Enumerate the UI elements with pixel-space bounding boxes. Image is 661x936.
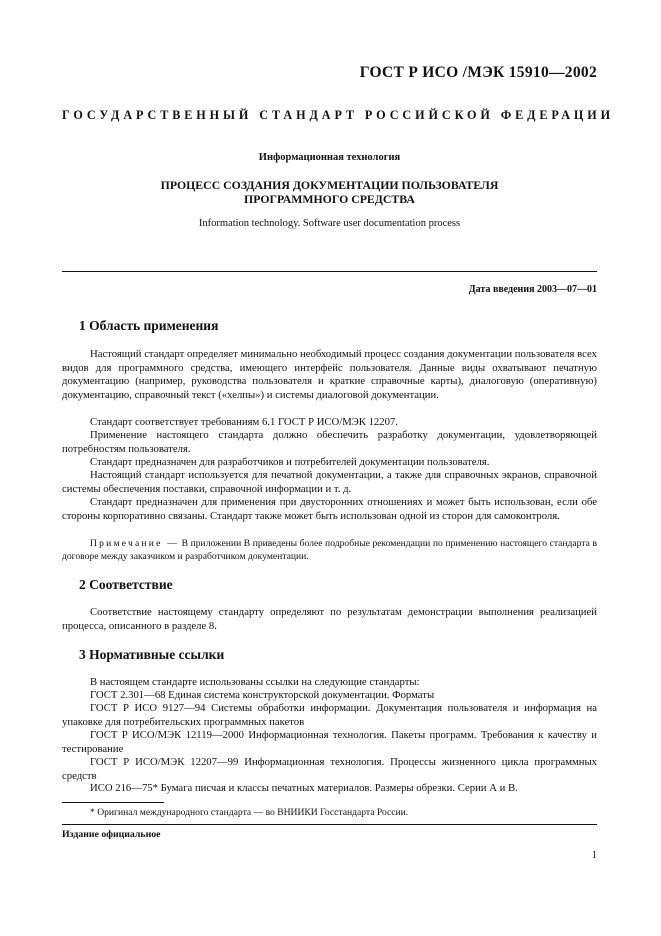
standard-subject: Информационная технология (258, 152, 401, 163)
section-3-paragraph: В настоящем стандарте использованы ссылки на следующие стандарты: (90, 676, 420, 688)
reference-entry: ГОСТ 2.301—68 Единая система конструкторской документации. Форматы (90, 689, 435, 701)
footer-divider (62, 824, 597, 825)
section-2-paragraph: Соответствие настоящему стандарту определяют по результатам демонстрации выполнения реализацией процесса, описанного в разделе 8. (62, 606, 597, 632)
section-1-paragraph: Настоящий стандарт определяет минимально необходимый процесс создания документации пользователя всех видов для программного средства, имеющего интерфейс пользователя. Данные виды охватывают печатную документацию (например, руководства пользователя и краткие справочные карты), диалоговую (оперативную) документацию, справочный текст («хелпы») и системы диалоговой документации. (62, 348, 597, 401)
section-2-heading: 2 Соответствие (79, 577, 173, 592)
english-title: Information technology. Software user documentation process (198, 218, 461, 229)
section-1-paragraph: Стандарт соответствует требованиям 6.1 ГОСТ Р ИСО/МЭК 12207. (90, 416, 398, 428)
section-3-heading: 3 Нормативные ссылки (79, 647, 225, 662)
note-text: В приложении В приведены более подробные рекомендации по применению настоящего стандарта в договоре между заказчиком и разработчиком документации. (62, 538, 597, 562)
reference-entry: ГОСТ Р ИСО/МЭК 12119—2000 Информационная технология. Пакеты программ. Требования к качеству и тестирование (62, 729, 597, 755)
section-1-paragraph: Применение настоящего стандарта должно обеспечить разработку документации, удовлетворяющей потребностям пользователя. (62, 429, 597, 455)
footnote: * Оригинал международного стандарта — во ВНИИКИ Госстандарта России. (90, 807, 409, 818)
page-number: 1 (591, 850, 597, 861)
section-1-heading: 1 Область применения (79, 318, 219, 333)
section-1-paragraph: Настоящий стандарт используется для печатной документации, а также для справочных экранов, справочной системы обеспечения поставки, справочной информации и т. д. (62, 469, 597, 495)
document-number: ГОСТ Р ИСО /МЭК 15910—2002 (359, 64, 597, 81)
standard-title-line-2: ПРОГРАММНОГО СРЕДСТВА (244, 192, 415, 206)
footnote-divider (62, 802, 164, 803)
standard-title-line-1: ПРОЦЕСС СОЗДАНИЯ ДОКУМЕНТАЦИИ ПОЛЬЗОВАТЕЛЯ (160, 178, 499, 192)
reference-entry: ГОСТ Р ИСО 9127—94 Системы обработки информации. Документация пользователя и информация на упаковке для потребительских программных пакетов (62, 702, 597, 728)
reference-entry: ИСО 216—75* Бумага писчая и классы печатных материалов. Размеры обрезки. Серии А и В. (90, 782, 518, 794)
section-1-note (62, 537, 597, 563)
introduction-date: Дата введения 2003—07—01 (468, 284, 597, 295)
reference-entry: ГОСТ Р ИСО/МЭК 12207—99 Информационная технология. Процессы жизненного цикла программных средств (62, 756, 597, 782)
standard-organization-title: ГОСУДАРСТВЕННЫЙ СТАНДАРТ РОССИЙСКОЙ ФЕДЕРАЦИИ (62, 108, 615, 122)
section-1-paragraph: Стандарт предназначен для разработчиков и потребителей документации пользователя. (90, 456, 490, 468)
edition-label: Издание официальное (62, 829, 161, 840)
document-page (62, 0, 615, 936)
title-divider (62, 271, 597, 272)
standard-title (62, 178, 597, 206)
section-1-paragraph: Стандарт предназначен для применения при двусторонних отношениях и может быть использован, если обе стороны корпоративно связаны. Стандарт также может быть использован одной из сторон для самоконтроля. (62, 496, 597, 522)
note-label: Примечание — (90, 538, 180, 549)
